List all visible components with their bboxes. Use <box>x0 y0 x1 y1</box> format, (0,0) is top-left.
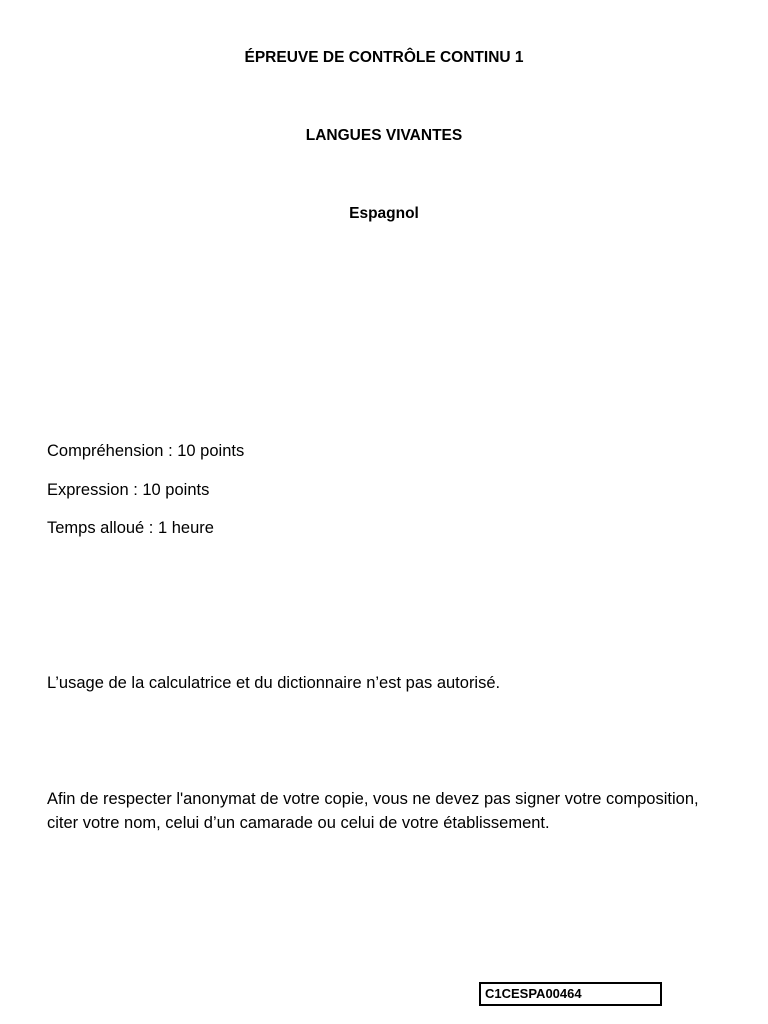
time-allowed: Temps alloué : 1 heure <box>47 519 214 537</box>
comprehension-points: Compréhension : 10 points <box>47 442 245 460</box>
calculator-rule: L’usage de la calculatrice et du dictionnaire n’est pas autorisé. <box>47 674 501 692</box>
subject-title: LANGUES VIVANTES <box>305 127 463 144</box>
exam-title: ÉPREUVE DE CONTRÔLE CONTINU 1 <box>244 49 524 66</box>
anonymity-rule: Afin de respecter l'anonymat de votre copie, vous ne devez pas signer votre composition, citer votre nom, celui d’un camarade ou celui de votre établissement. <box>47 790 699 832</box>
language-title: Espagnol <box>349 205 419 222</box>
expression-points: Expression : 10 points <box>47 481 210 499</box>
exam-code-box: C1CESPA00464 <box>479 982 662 1006</box>
